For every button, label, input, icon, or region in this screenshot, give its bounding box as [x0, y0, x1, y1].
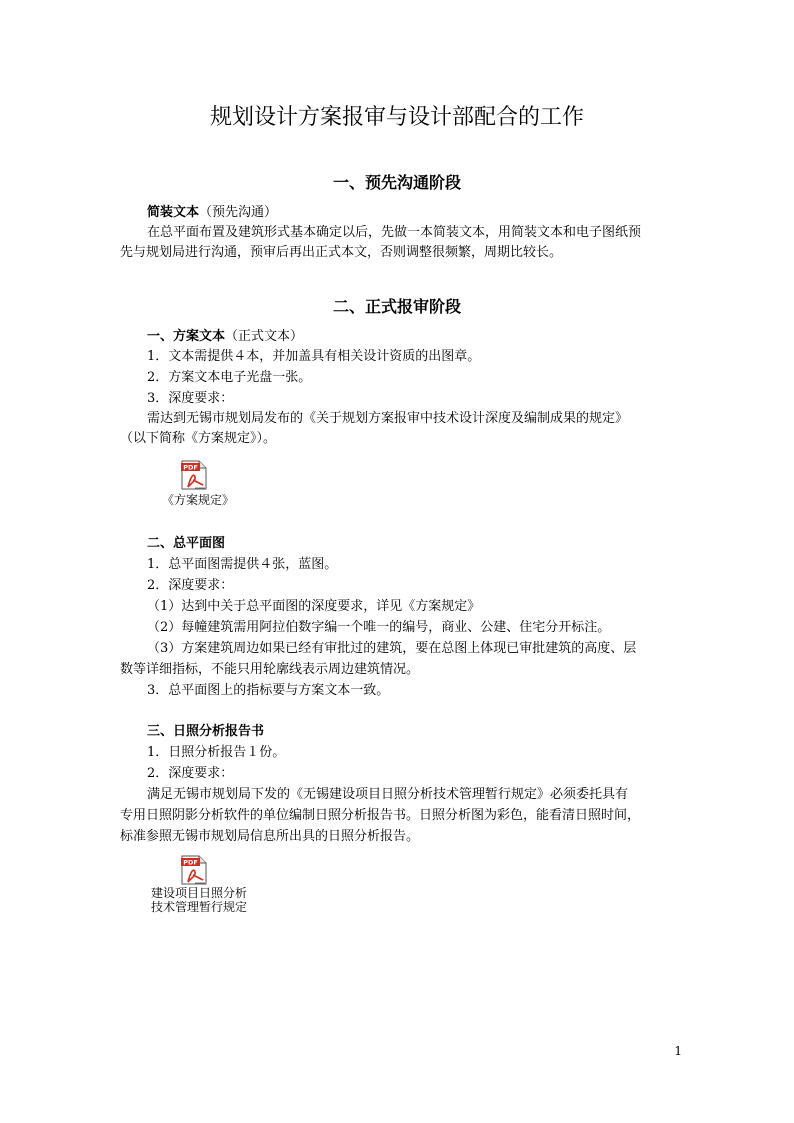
section1-subheading — [147, 204, 277, 222]
part1-item: 3．深度要求： — [147, 391, 234, 406]
pdf-badge-text: PDF — [183, 463, 198, 472]
pdf-badge-text: PDF — [183, 858, 198, 867]
part3-paragraph-line: 满足无锡市规划局下发的《无锡建设项目日照分析技术管理暂行规定》必须委托具有 — [147, 787, 629, 802]
section1-paragraph-line: 在总平面布置及建筑形式基本确定以后，先做一本简装文本，用简装文本和电子图纸预 — [147, 225, 642, 240]
part2-item: 3．总平面图上的指标要与方案文本一致。 — [147, 683, 390, 698]
part1-subheading-bold: 一、方案文本 — [147, 329, 226, 344]
pdf-attachment-label[interactable]: 《方案规定》 — [161, 493, 234, 507]
part2-subheading-bold: 二、总平面图 — [147, 536, 226, 551]
pdf-file-icon[interactable] — [181, 855, 207, 885]
pdf-attachment-label[interactable] — [138, 886, 260, 914]
part2-item: 2．深度要求： — [147, 578, 234, 593]
part2-subitem: （1）达到中关于总平面图的深度要求，详见《方案规定》 — [147, 599, 481, 614]
part3-paragraph-line: 专用日照阴影分析软件的单位编制日照分析报告书。日照分析图为彩色，能看清日照时间， — [120, 808, 641, 823]
part2-subheading — [147, 535, 225, 553]
part3-item: 2．深度要求： — [147, 766, 234, 781]
part3-paragraph-line: 标准参照无锡市规划局信息所出具的日照分析报告。 — [120, 829, 420, 844]
part2-subitem-line: 数等详细指标，不能只用轮廓线表示周边建筑情况。 — [120, 662, 420, 677]
section-heading-2: 二、正式报审阶段 — [332, 297, 461, 316]
part1-subheading-note: （正式文本） — [225, 329, 304, 344]
section-heading-1: 一、预先沟通阶段 — [332, 173, 461, 192]
pdf-attachment-label-line: 建设项目日照分析 — [150, 886, 247, 900]
section1-subheading-bold: 简装文本 — [147, 205, 200, 220]
part1-paragraph-line: 需达到无锡市规划局发布的《关于规划方案报审中技术设计深度及编制成果的规定》 — [147, 411, 629, 426]
part2-subitem-line: （3）方案建筑周边如果已经有审批过的建筑，要在总图上体现已审批建筑的高度、层 — [147, 641, 637, 656]
part3-subheading — [147, 723, 264, 741]
part2-item: 1．总平面图需提供４张，蓝图。 — [147, 557, 338, 572]
part1-subheading — [147, 328, 303, 346]
part3-subheading-bold: 三、日照分析报告书 — [147, 724, 265, 739]
part1-item: 1．文本需提供４本，并加盖具有相关设计资质的出图章。 — [147, 349, 481, 364]
pdf-file-icon[interactable] — [181, 460, 207, 490]
document-title: 规划设计方案报审与设计部配合的工作 — [209, 105, 584, 130]
section1-paragraph-line: 先与规划局进行沟通，预审后再出正式本文，否则调整很频繁，周期比较长。 — [120, 245, 563, 260]
part1-paragraph-line: （以下简称《方案规定》）。 — [120, 431, 277, 446]
part3-item: 1．日照分析报告１份。 — [147, 745, 286, 760]
part1-item: 2．方案文本电子光盘一张。 — [147, 370, 312, 385]
section1-subheading-note: （预先沟通） — [199, 205, 278, 220]
part2-subitem: （2）每幢建筑需用阿拉伯数字编一个唯一的编号，商业、公建、住宅分开标注。 — [147, 620, 611, 635]
page-number: 1 — [674, 1044, 682, 1058]
pdf-attachment-label-line: 技术管理暂行规定 — [150, 900, 247, 914]
